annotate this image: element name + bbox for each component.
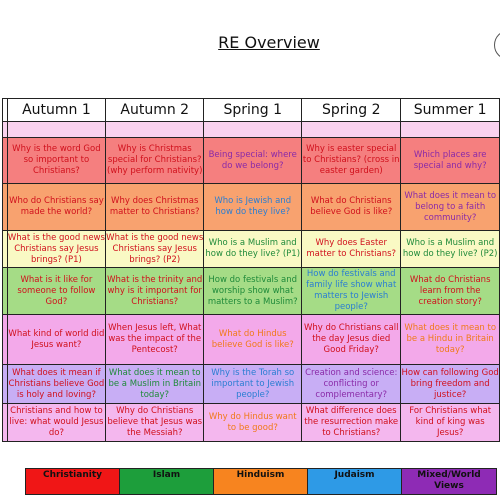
question-cell: Which places are special and why?: [401, 138, 500, 184]
term-header: Spring 1: [204, 99, 302, 122]
term-header: Spring 2: [302, 99, 401, 122]
question-cell: What does it mean to be a Muslim in Britain today?: [106, 365, 204, 404]
question-cell: Creation and science: conflicting or complementary?: [302, 365, 401, 404]
question-cell: Why does Easter matter to Christians?: [302, 231, 401, 268]
question-cell: What is the good news Christians say Jesus brings? (P1): [7, 231, 105, 268]
year-group-row: [3, 184, 500, 231]
question-cell: What does it mean to belong to a faith community?: [401, 184, 500, 231]
term-header: Autumn 1: [7, 99, 105, 122]
question-cell: How do festivals and family life show what matters to Jewish people?: [302, 268, 401, 315]
legend-item: Islam: [120, 469, 214, 494]
question-cell: What is the trinity and why is it important for Christians?: [106, 268, 204, 315]
question-cell: Who do Christians say made the world?: [7, 184, 105, 231]
spacer-row: [3, 122, 500, 138]
question-cell: What does it mean if Christians believe God is holy and loving?: [7, 365, 105, 404]
question-cell: Why do Christians believe that Jesus was the Messiah?: [106, 404, 204, 442]
question-cell: What is the good news Christians say Jesus brings? (P2): [106, 231, 204, 268]
legend-item: Judaism: [308, 469, 402, 494]
question-cell: Why does Christmas matter to Christians?: [106, 184, 204, 231]
question-cell: Why is the word God so important to Christians?: [7, 138, 105, 184]
question-cell: Why is the Torah so important to Jewish people?: [204, 365, 302, 404]
question-cell: For Christians what kind of king was Jesus?: [401, 404, 500, 442]
year-group-row: [3, 138, 500, 184]
question-cell: Who is a Muslim and how do they live? (P1): [204, 231, 302, 268]
question-cell: How do festivals and worship show what matters to a Muslim?: [204, 268, 302, 315]
question-cell: What is it like for someone to follow God?: [7, 268, 105, 315]
question-cell: Why do Hindus want to be good?: [204, 404, 302, 442]
term-header-row: [3, 99, 500, 122]
question-cell: Who is a Muslim and how do they live? (P2): [401, 231, 500, 268]
year-group-row: [3, 365, 500, 404]
legend-item: Mixed/World Views: [402, 469, 496, 494]
overview-table: [2, 98, 500, 442]
year-group-row: [3, 268, 500, 315]
term-header: Summer 1: [401, 99, 500, 122]
question-cell: What difference does the resurrection make to Christians?: [302, 404, 401, 442]
question-cell: What do Christians learn from the creation story?: [401, 268, 500, 315]
year-group-row: [3, 231, 500, 268]
year-group-row: [3, 315, 500, 365]
question-cell: Why do Christians call the day Jesus died Good Friday?: [302, 315, 401, 365]
question-cell: What do Christians believe God is like?: [302, 184, 401, 231]
legend-item: Christianity: [26, 469, 120, 494]
question-cell: Why is easter special to Christians? (cross in easter garden): [302, 138, 401, 184]
year-group-row: [3, 404, 500, 442]
religion-legend: [25, 468, 497, 495]
question-cell: How can following God bring freedom and justice?: [401, 365, 500, 404]
question-cell: Who is Jewish and how do they live?: [204, 184, 302, 231]
term-header: Autumn 2: [106, 99, 204, 122]
question-cell: Being special: where do we belong?: [204, 138, 302, 184]
question-cell: When Jesus left, What was the impact of the Pentecost?: [106, 315, 204, 365]
question-cell: Why is Christmas special for Christians? (why perform nativity): [106, 138, 204, 184]
legend-item: Hinduism: [214, 469, 308, 494]
question-cell: What kind of world did Jesus want?: [7, 315, 105, 365]
question-cell: Christians and how to live: what would Jesus do?: [7, 404, 105, 442]
page-title: RE Overview: [218, 33, 320, 52]
question-cell: What does it mean to be a Hindu in Britain today?: [401, 315, 500, 365]
question-cell: What do Hindus believe God is like?: [204, 315, 302, 365]
